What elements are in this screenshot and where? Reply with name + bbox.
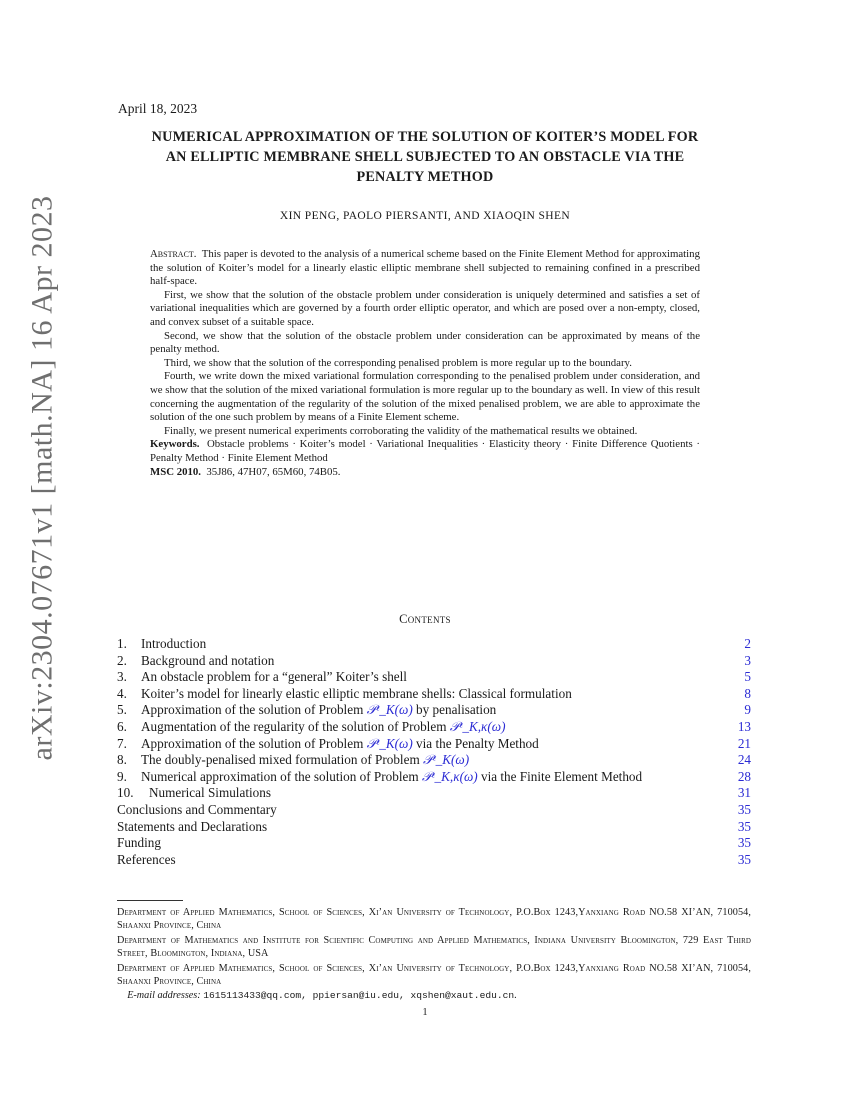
keywords-label: Keywords. xyxy=(150,438,200,451)
msc-text: 35J86, 47H07, 65M60, 74B05. xyxy=(206,465,341,478)
msc-label: MSC 2010. xyxy=(150,465,201,478)
toc-entry-title: 9. Numerical approximation of the solution of Problem 𝒫ᵋ_K,κ(ω) via the Finite Element Method xyxy=(117,768,643,784)
keywords-line xyxy=(150,438,700,465)
toc-entry-title: Conclusions and Commentary xyxy=(117,801,277,817)
abstract-paragraph-4: Third, we show that the solution of the corresponding penalised problem is more regular up to the boundary. xyxy=(164,356,632,369)
paper-date: April 18, 2023 xyxy=(118,101,198,116)
abstract-paragraph-3: Second, we show that the solution of the obstacle problem under consideration can be approximated by means of the penalty method. xyxy=(150,329,700,356)
toc-page-link[interactable]: 35 xyxy=(737,835,751,851)
toc-entry-funding[interactable] xyxy=(117,835,751,852)
affiliation-2: Department of Mathematics and Institute for Scientific Computing and Applied Mathematics, Indiana University Bloomington, 729 East Third Street, Bloomington, Indiana, USA xyxy=(117,934,751,960)
toc-page-link[interactable]: 8 xyxy=(744,685,751,701)
toc-entry-statements[interactable] xyxy=(117,819,751,836)
toc-entry-references[interactable] xyxy=(117,852,751,869)
title-line-2: AN ELLIPTIC MEMBRANE SHELL SUBJECTED TO AN OBSTACLE VIA THE xyxy=(165,149,685,165)
toc-page-link[interactable]: 3 xyxy=(744,652,751,668)
toc-page-link[interactable]: 24 xyxy=(737,752,751,768)
abstract-text-1: This paper is devoted to the analysis of a numerical scheme based on the Finite Element Method for approximating the solution of Koiter’s model for a linearly elastic elliptic membrane shell subjected to remaining confined in a prescribed half-space. xyxy=(150,248,700,288)
toc-entry-title: 10. Numerical Simulations xyxy=(117,785,271,801)
abstract-paragraph-5: Fourth, we write down the mixed variational formulation corresponding to the penalised problem under consideration, and we show that the solution of the mixed variational formulation is more regular up to the boundary as well. In view of this result concerning the augmentation of the regularity of the solution of the mixed penalised problem, we are able to approximate the solution of the one such problem by means of a Finite Element scheme. xyxy=(150,370,700,424)
abstract-label: Abstract. xyxy=(150,248,197,260)
toc-entry-title: 5. Approximation of the solution of Problem 𝒫ᵋ_K(ω) by penalisation xyxy=(117,702,497,718)
toc-entry-regularity[interactable] xyxy=(117,719,751,736)
problem-symbol: 𝒫ᵋ_K(ω) xyxy=(366,735,413,751)
toc-entry-finite-element[interactable] xyxy=(117,769,751,786)
toc-entry-title: Statements and Declarations xyxy=(117,818,268,834)
email-addresses-line: E-mail addresses: 1615113433@qq.com, ppiersan@iu.edu, xqshen@xaut.edu.cn. xyxy=(127,990,517,1002)
toc-entry-background[interactable] xyxy=(117,653,751,670)
arxiv-identifier-stamp xyxy=(22,195,62,761)
toc-page-link[interactable]: 21 xyxy=(737,735,751,751)
abstract-paragraph-2: First, we show that the solution of the obstacle problem under consideration is uniquely determined and satisfies a set of variational inequalities which are governed by a fourth order elliptic operator, and which are posed over a non-empty, closed, and convex subset of a suitable space. xyxy=(150,288,700,328)
toc-entry-penalty-method[interactable] xyxy=(117,736,751,753)
toc-entry-numerical-simulations[interactable] xyxy=(117,785,751,802)
problem-symbol: 𝒫ᵋ_K(ω) xyxy=(423,752,470,768)
toc-entry-doubly-penalised[interactable] xyxy=(117,752,751,769)
affiliation-3: Department of Applied Mathematics, School of Sciences, Xi’an University of Technology, P.O.Box 1243,Yanxiang Road NO.58 XI’AN, 710054, Shaanxi Province, China xyxy=(117,962,751,988)
toc-entry-title: 7. Approximation of the solution of Problem 𝒫ᵋ_K(ω) via the Penalty Method xyxy=(117,735,539,751)
toc-entry-title: 1. Introduction xyxy=(117,636,207,651)
arxiv-identifier-text: arXiv:2304.07671v1 [math.NA] 16 Apr 2023 xyxy=(25,195,58,761)
toc-page-link[interactable]: 31 xyxy=(737,785,751,801)
abstract-paragraph-6: Finally, we present numerical experiments corroborating the validity of the mathematical results we obtained. xyxy=(164,424,638,437)
toc-entry-title: Funding xyxy=(117,835,161,851)
abstract-paragraph-1 xyxy=(150,248,700,289)
toc-page-link[interactable]: 13 xyxy=(737,718,751,734)
toc-entry-title: 3. An obstacle problem for a “general” Koiter’s shell xyxy=(117,669,407,685)
paper-title xyxy=(100,127,750,187)
toc-entry-title: 8. The doubly-penalised mixed formulation of Problem 𝒫ᵋ_K(ω) xyxy=(117,752,470,768)
msc-line xyxy=(150,466,700,480)
toc-page-link[interactable]: 5 xyxy=(744,669,751,685)
paper-authors: XIN PENG, PAOLO PIERSANTI, AND XIAOQIN SHEN xyxy=(279,210,571,222)
page-number: 1 xyxy=(422,1007,428,1018)
toc-entry-obstacle-problem[interactable] xyxy=(117,669,751,686)
toc-entry-introduction[interactable] xyxy=(117,636,751,653)
toc-page-link[interactable]: 28 xyxy=(737,768,751,784)
toc-entry-title: 2. Background and notation xyxy=(117,652,275,668)
title-line-1: NUMERICAL APPROXIMATION OF THE SOLUTION OF KOITER’S MODEL FOR xyxy=(151,129,699,145)
footnote-divider xyxy=(117,900,183,901)
toc-entry-title: 4. Koiter’s model for linearly elastic elliptic membrane shells: Classical formulation xyxy=(117,685,572,701)
problem-symbol: 𝒫ᵋ_K,κ(ω) xyxy=(421,768,478,784)
toc-page-link[interactable]: 9 xyxy=(744,702,751,718)
toc-page-link[interactable]: 2 xyxy=(744,636,751,651)
toc-entry-conclusions[interactable] xyxy=(117,802,751,819)
toc-entry-koiter-classical[interactable] xyxy=(117,686,751,703)
contents-heading: Contents xyxy=(399,612,451,626)
toc-page-link[interactable]: 35 xyxy=(737,851,751,867)
problem-symbol: 𝒫ᵋ_K,κ(ω) xyxy=(449,718,506,734)
table-of-contents xyxy=(117,636,751,868)
toc-entry-title: References xyxy=(117,851,176,867)
abstract-section xyxy=(150,248,700,479)
email-addresses[interactable]: 1615113433@qq.com, ppiersan@iu.edu, xqshen@xaut.edu.cn xyxy=(203,990,515,1002)
affiliation-1: Department of Applied Mathematics, School of Sciences, Xi’an University of Technology, P.O.Box 1243,Yanxiang Road NO.58 XI’AN, 710054, Shaanxi Province, China xyxy=(117,907,751,932)
toc-entry-penalisation[interactable] xyxy=(117,702,751,719)
toc-page-link[interactable]: 35 xyxy=(737,801,751,817)
email-label: E-mail addresses: xyxy=(127,990,201,1002)
problem-symbol: 𝒫ᵋ_K(ω) xyxy=(366,702,413,718)
affiliations-footnote xyxy=(117,906,751,1004)
toc-page-link[interactable]: 35 xyxy=(737,818,751,834)
keywords-text: Obstacle problems · Koiter’s model · Variational Inequalities · Elasticity theory · Finite Difference Quotients · Penalty Method · Finite Element Method xyxy=(150,438,700,464)
title-line-3: PENALTY METHOD xyxy=(356,169,494,185)
toc-entry-title: 6. Augmentation of the regularity of the solution of Problem 𝒫ᵋ_K,κ(ω) xyxy=(117,718,506,734)
